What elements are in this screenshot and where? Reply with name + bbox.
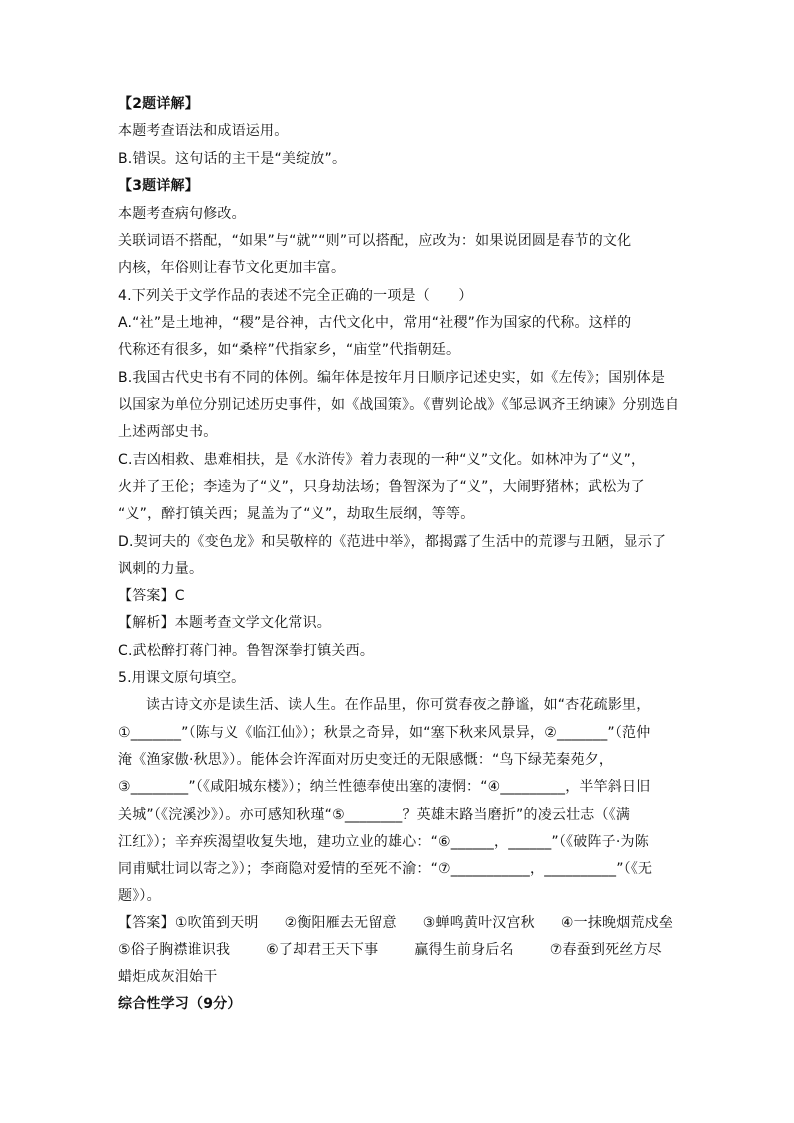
q4-analysis: 【解析】本题考查文学文化常识。 [118, 615, 331, 631]
q3-line-3: 内核，年俗则让春节文化更加丰富。 [118, 260, 346, 276]
q3-heading: 【3题详解】 [118, 178, 199, 194]
q4-option-line: A.“社”是土地神，“稷”是谷神，古代文化中，常用“社稷”作为国家的代称。这样的 [118, 315, 632, 331]
q3-line-1: 本题考查病句修改。 [118, 206, 246, 222]
q5-answer-item: ②衡阳雁去无留意 [284, 915, 397, 931]
q4-option-line: B.我国古代史书有不同的体例。编年体是按年月日顺序记述史实，如《左传》；国别体是 [118, 370, 666, 386]
q5-stem: 5.用课文原句填空。 [118, 670, 246, 686]
q4-analysis-detail: C.武松醉打蒋门神。鲁智深拳打镇关西。 [118, 643, 375, 659]
q5-passage-line: 同甫赋壮词以寄之》）；李商隐对爱情的至死不渝：“⑦___________，__________”（《无 [118, 861, 653, 877]
q2-heading: 【2题详解】 [118, 96, 199, 112]
q4-option-line: 火并了王伦；李逵为了“义”，只身劫法场；鲁智深为了“义”，大闹野猪林；武松为了 [118, 479, 645, 495]
q5-answer-row-1 [118, 914, 673, 932]
q2-line-1: 本题考查语法和成语运用。 [118, 123, 289, 139]
q5-answer-item: ①吹笛到天明 [174, 915, 259, 931]
q4-option-line: D.契诃夫的《变色龙》和吴敬梓的《范进中举》，都揭露了生活中的荒谬与丑陋，显示了 [118, 534, 667, 550]
q4-option-line: 以国家为单位分别记述历史事件，如《战国策》。《曹刿论战》《邹忌讽齐王纳谏》分别选自 [118, 397, 680, 413]
q5-passage-line: 关城”（《浣溪沙》）。亦可感知秋瑾“⑤________？英雄末路当磨折”的凌云壮志（《满 [118, 807, 631, 823]
q4-option-line: 上述两部史书。 [118, 424, 218, 440]
q4-option-line: 代称还有很多，如“桑梓”代指家乡，“庙堂”代指朝廷。 [118, 342, 461, 358]
q5-passage-line: 读古诗文亦是读生活、读人生。在作品里，你可赏春夜之静谧，如“杏花疏影里， [146, 697, 651, 713]
q5-answer-item: ⑦春蚕到死丝方尽 [549, 942, 662, 958]
q5-passage-line: 题》）。 [118, 888, 161, 904]
q5-answer-label: 【答案】 [118, 915, 175, 931]
q5-answer-row-2 [118, 941, 662, 959]
q5-answer-row-3: 蜡炬成灰泪始干 [118, 969, 218, 985]
q4-stem: 4.下列关于文学作品的表述不完全正确的一项是（ ） [118, 288, 473, 304]
q4-answer: 【答案】C [118, 588, 185, 604]
q4-option-line: C.吉凶相救、患难相扶，是《水浒传》着力表现的一种“义”文化。如林冲为了“义”， [118, 452, 646, 468]
q5-answer-item: ⑥了却君王天下事 [266, 942, 379, 958]
q3-line-2: 关联词语不搭配，“如果”与“就”“则”可以搭配，应改为：如果说团圆是春节的文化 [118, 233, 632, 249]
q5-passage-line: ①_______”（陈与义《临江仙》）；秋景之奇异，如“塞下秋来风景异，②_______”（范仲 [118, 725, 651, 741]
q2-line-2: B.错误。这句话的主干是“美绽放”。 [118, 151, 347, 167]
q4-option-line: 讽刺的力量。 [118, 561, 204, 577]
q5-answer-item: ④一抹晚烟荒戍垒 [560, 915, 674, 931]
q5-answer-item: 赢得生前身后名 [414, 942, 514, 958]
q5-answer-item: ⑤俗子胸襟谁识我 [118, 942, 231, 958]
q5-passage-line: ③________”（《咸阳城东楼》）；纳兰性德奉使出塞的凄惘：“④_________，半竿斜日旧 [118, 779, 651, 795]
q5-passage-line: 江红》）；辛弃疾渴望收复失地，建功立业的雄心：“⑥______，______”（《破阵子·为陈 [118, 834, 649, 850]
section-title: 综合性学习（9分） [118, 996, 242, 1012]
q5-passage-line: 淹《渔家傲·秋思》）。能体会许浑面对历史变迁的无限感慨：“鸟下绿芜秦苑夕， [118, 752, 614, 768]
q4-option-line: “义”，醉打镇关西；晁盖为了“义”，劫取生辰纲，等等。 [118, 506, 475, 522]
q5-answer-item: ③蝉鸣黄叶汉宫秋 [422, 915, 535, 931]
